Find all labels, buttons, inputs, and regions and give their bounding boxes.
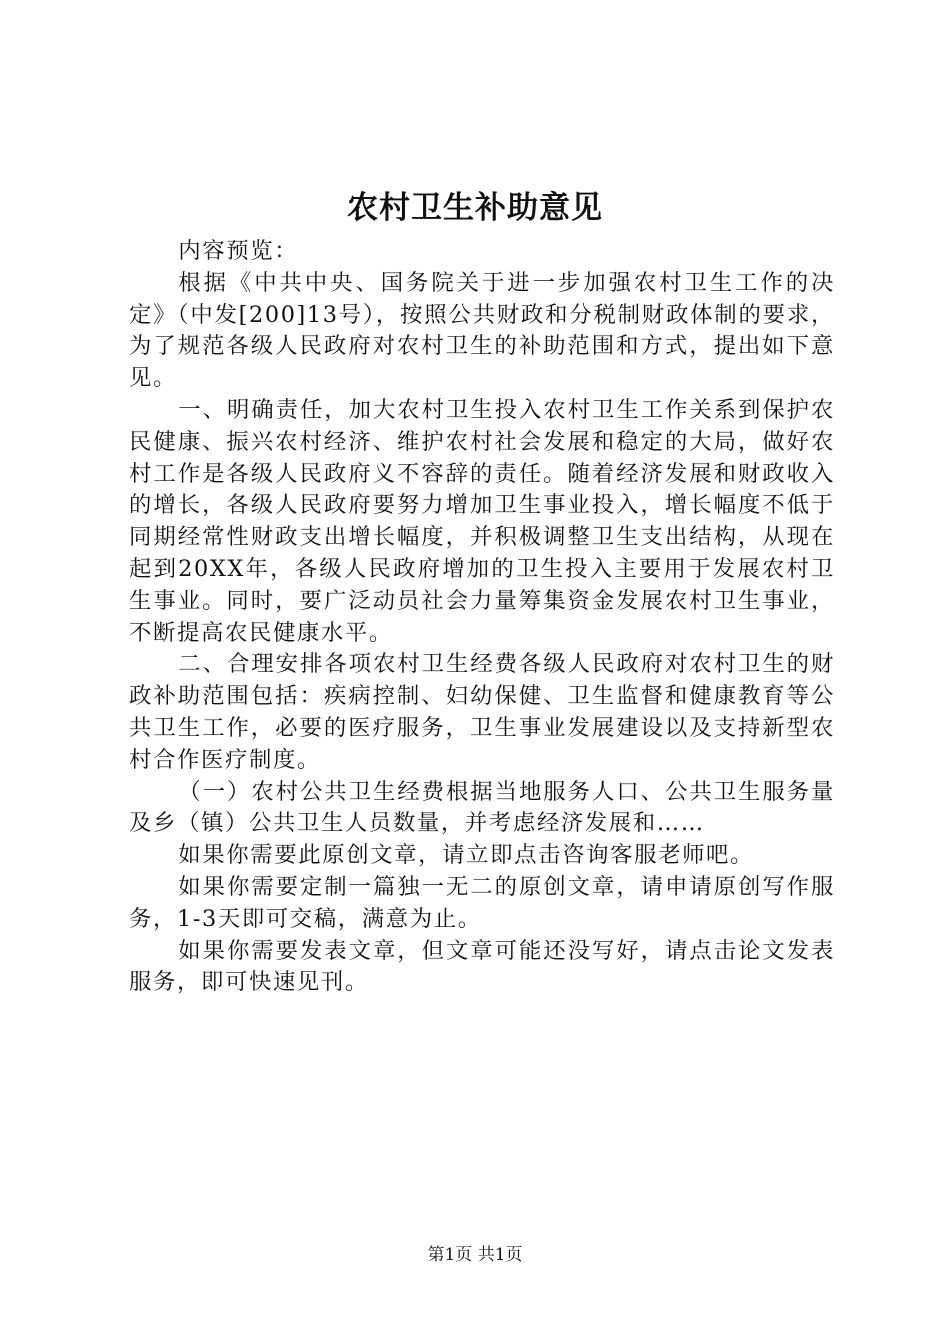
section-one-paragraph: 一、明确责任，加大农村卫生投入农村卫生工作关系到保护农民健康、振兴农村经济、维护农村社会发展和稳定的大局，做好农村工作是各级人民政府义不容辞的责任。随着经济发展和财政收入的增长，各级人民政府要努力增加卫生事业投入，增长幅度不低于同期经常性财政支出增长幅度，并积极调整卫生支出结构，从现在起到20XX年，各级人民政府增加的卫生投入主要用于发展农村卫生事业。同时，要广泛动员社会力量筹集资金发展农村卫生事业，不断提高农民健康水平。 (129, 396, 835, 646)
document-title: 农村卫生补助意见 (347, 190, 603, 226)
section-two-paragraph: 二、合理安排各项农村卫生经费各级人民政府对农村卫生的财政补助范围包括：疾病控制、妇幼保健、卫生监督和健康教育等公共卫生工作，必要的医疗服务，卫生事业发展建设以及支持新型农村合作医疗制度。 (129, 651, 835, 773)
intro-paragraph: 根据《中共中央、国务院关于进一步加强农村卫生工作的决定》（中发[200]13号），按照公共财政和分税制财政体制的要求，为了规范各级人民政府对农村卫生的补助范围和方式，提出如下意见。 (129, 269, 835, 392)
preview-label: 内容预览： (178, 238, 299, 264)
custom-writing-link-paragraph[interactable]: 如果你需要定制一篇独一无二的原创文章，请申请原创写作服务，1-3天即可交稿，满意为止。 (129, 873, 835, 932)
publication-link-paragraph[interactable]: 如果你需要发表文章，但文章可能还没写好，请点击论文发表服务，即可快速见刊。 (129, 937, 835, 996)
document-body (129, 236, 835, 999)
page-number-footer: 第1页 共1页 (427, 1245, 523, 1265)
consult-link-paragraph[interactable]: 如果你需要此原创文章，请立即点击咨询客服老师吧。 (178, 842, 755, 869)
subsection-one-paragraph: （一）农村公共卫生经费根据当地服务人口、公共卫生服务量及乡（镇）公共卫生人员数量，并考虑经济发展和…… (129, 778, 835, 837)
